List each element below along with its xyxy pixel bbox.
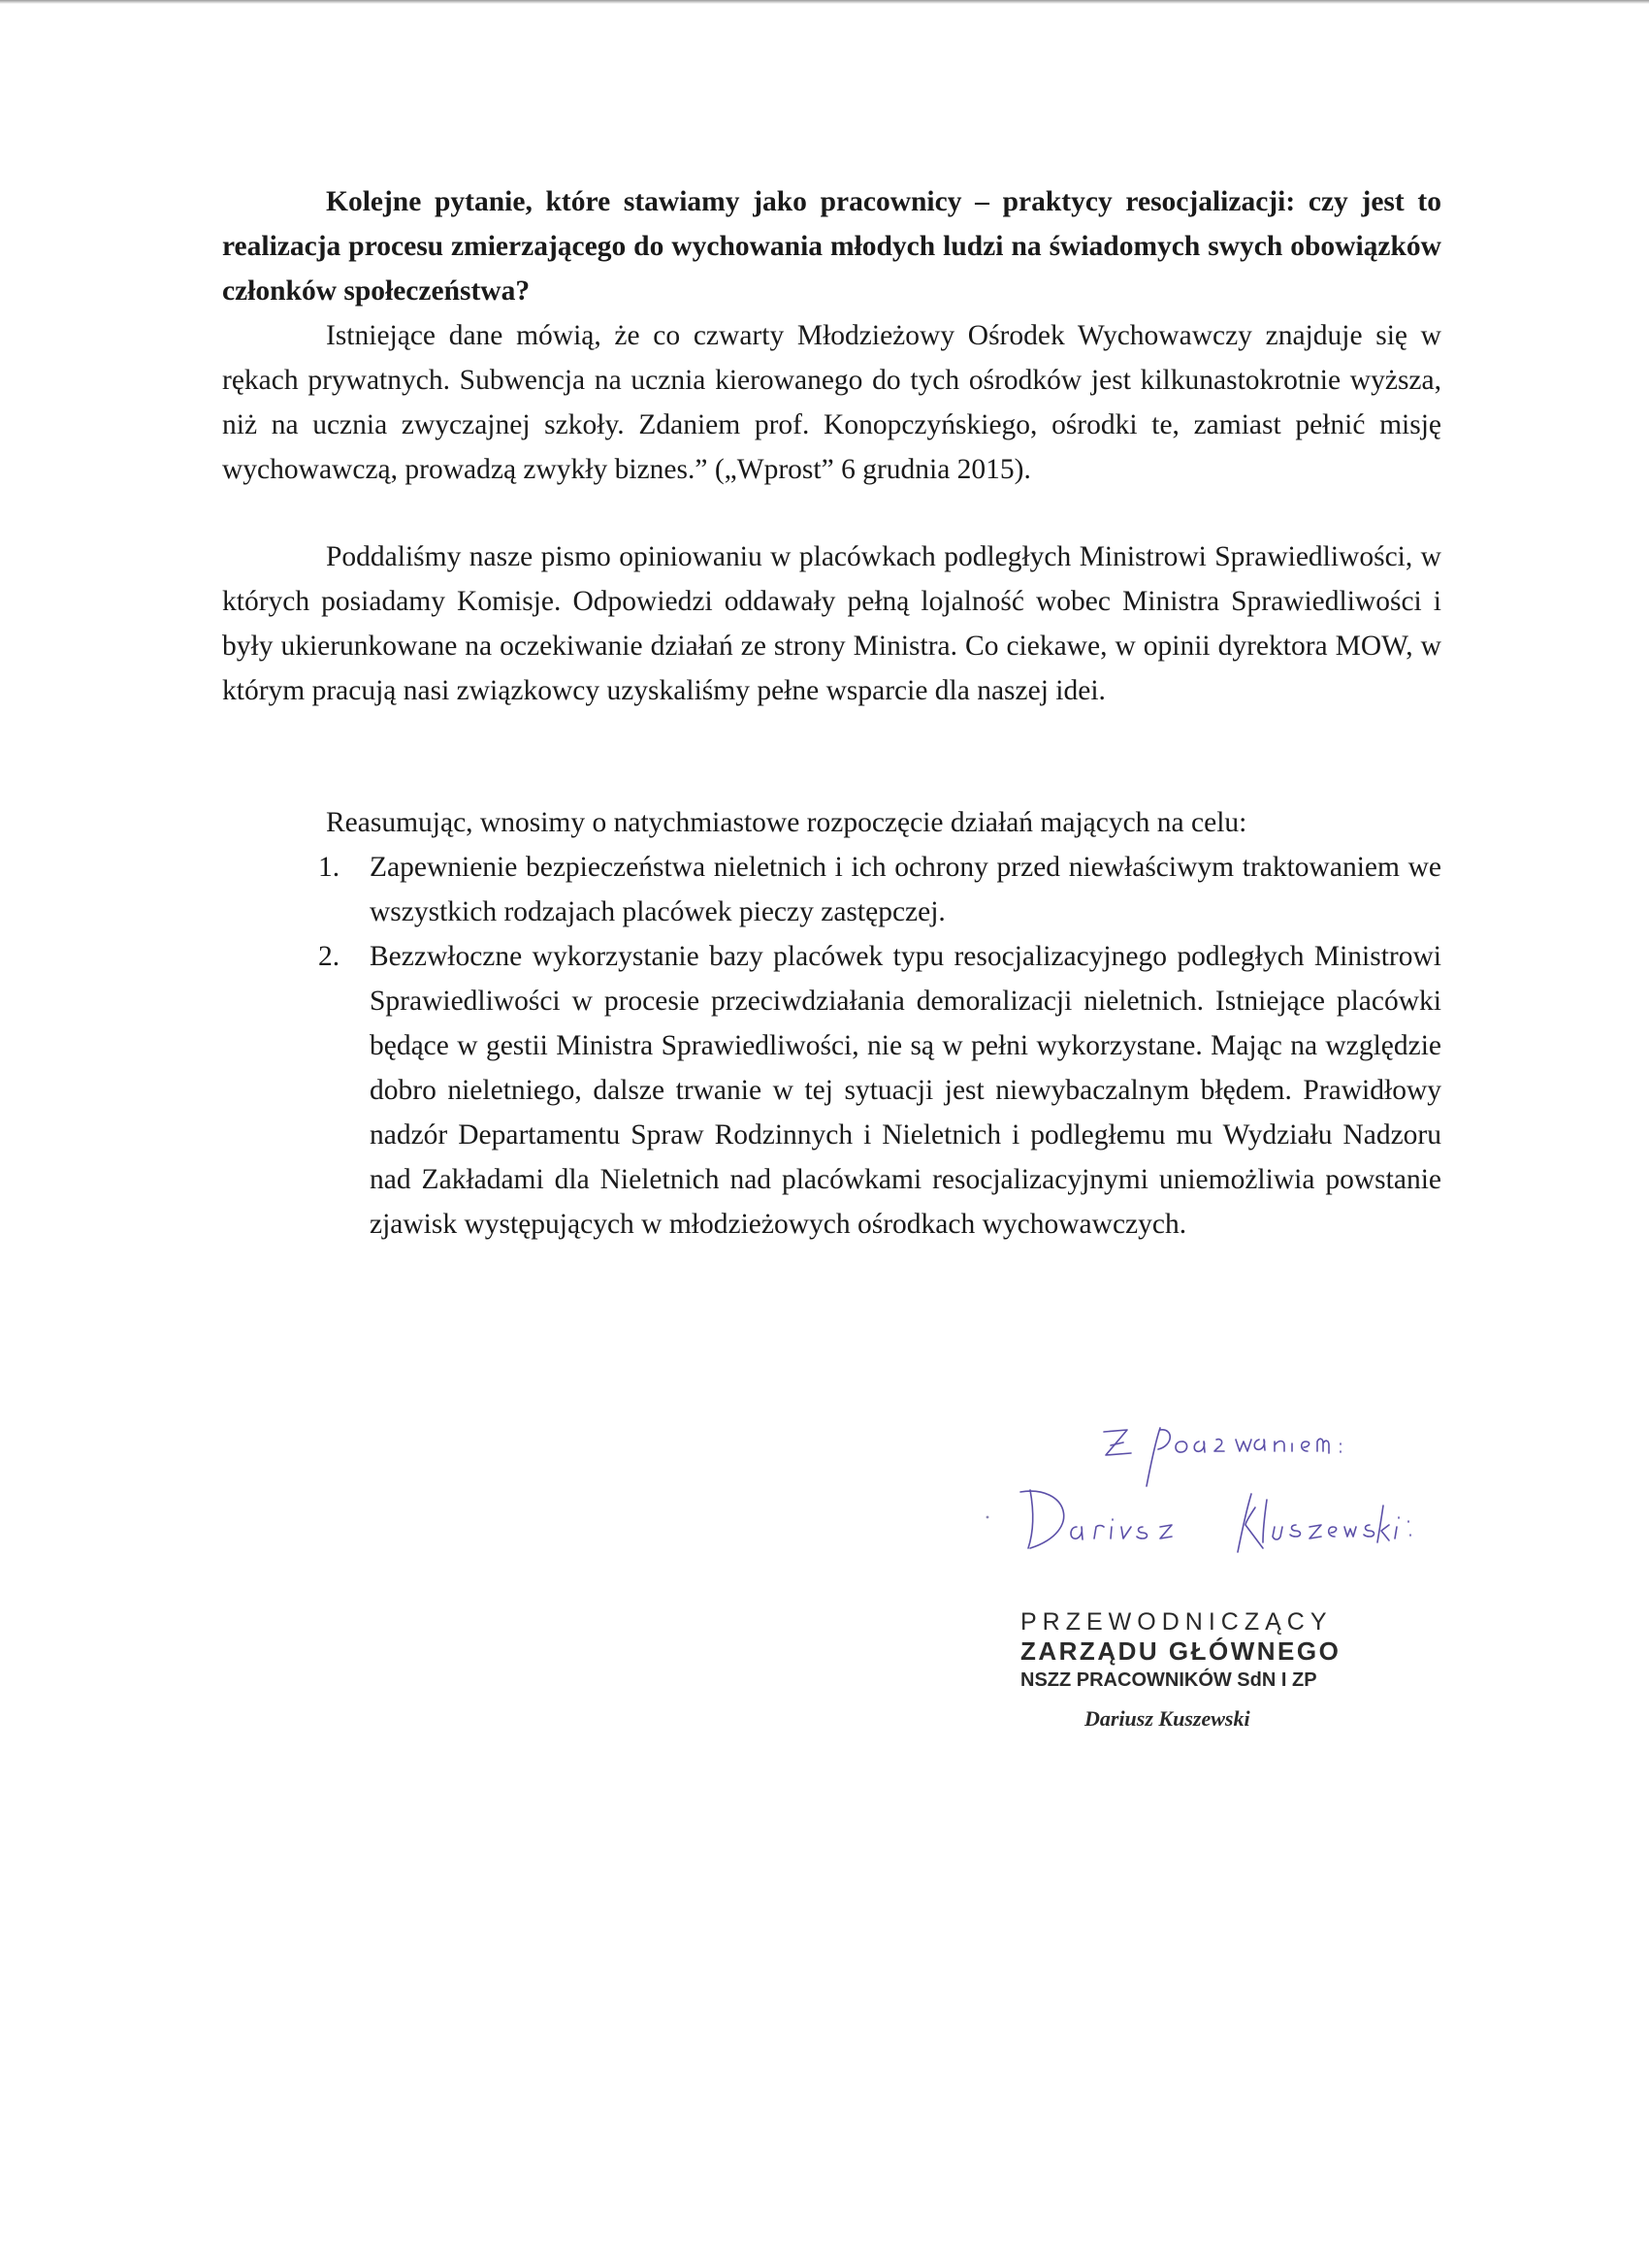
official-stamp bbox=[1020, 1607, 1428, 1732]
handwritten-signature bbox=[970, 1407, 1513, 1581]
question-paragraph: Kolejne pytanie, które stawiamy jako pracownicy – praktycy resocjalizacji: czy jest to realizacja procesu zmierzającego do wychowania młodych ludzi na świadomych swych obowiązków członków społeczeństwa? bbox=[222, 186, 1441, 307]
list-item bbox=[222, 934, 1441, 1247]
stamp-board: ZARZĄDU GŁÓWNEGO bbox=[1020, 1636, 1342, 1666]
stamp-name: Dariusz Kuszewski bbox=[1084, 1706, 1250, 1731]
scan-edge bbox=[0, 0, 1649, 4]
stamp-title: PRZEWODNICZĄCY bbox=[1020, 1608, 1333, 1636]
facts-paragraph: Istniejące dane mówią, że co czwarty Młodzieżowy Ośrodek Wychowawczy znajduje się w rękach prywatnych. Subwencja na ucznia kierowanego do tych ośrodków jest kilkunastokrotnie wyższa, niż na ucznia zwyczajnej szkoły. Zdaniem prof. Konopczyńskiego, ośrodki te, zamiast pełnić misję wychowawczą, prowadzą zwykły biznes.” („Wprost” 6 grudnia 2015). bbox=[222, 320, 1441, 485]
letter-body bbox=[222, 179, 1441, 1247]
demands-list bbox=[222, 845, 1441, 1247]
summary-intro: Reasumując, wnosimy o natychmiastowe rozpoczęcie działań mających na celu: bbox=[326, 807, 1247, 838]
paragraph-spacer bbox=[222, 713, 1441, 800]
stamp-union: NSZZ PRACOWNIKÓW SdN I ZP bbox=[1020, 1669, 1317, 1691]
list-item bbox=[222, 845, 1441, 934]
list-item-number: 1. bbox=[318, 852, 340, 883]
paragraph-spacer bbox=[222, 492, 1441, 535]
list-item-text: Bezzwłoczne wykorzystanie bazy placówek typu resocjalizacyjnego podległych Ministrowi Sprawiedliwości w procesie przeciwdziałania demoralizacji nieletnich. Istniejące placówki będące w gestii Ministra Sprawiedliwości, nie są w pełni wykorzystane. Mając na względzie dobro nieletniego, dalsze trwanie w tej sytuacji jest niewybaczalnym błędem. Prawidłowy nadzór Departamentu Spraw Rodzinnych i Nieletnich i podległemu mu Wydziału Nadzoru nad Zakładami dla Nieletnich nad placówkami resocjalizacyjnymi uniemożliwia powstanie zjawisk występujących w młodzieżowych ośrodkach wychowawczych. bbox=[370, 941, 1441, 1240]
opinion-paragraph: Poddaliśmy nasze pismo opiniowaniu w placówkach podległych Ministrowi Sprawiedliwości, w których posiadamy Komisje. Odpowiedzi oddawały pełną lojalność wobec Ministra Sprawiedliwości i były ukierunkowane na oczekiwanie działań ze strony Ministra. Co ciekawe, w opinii dyrektora MOW, w którym pracują nasi związkowcy uzyskaliśmy pełne wsparcie dla naszej idei. bbox=[222, 541, 1441, 706]
list-item-number: 2. bbox=[318, 941, 340, 972]
list-item-text: Zapewnienie bezpieczeństwa nieletnich i ich ochrony przed niewłaściwym traktowaniem we wszystkich rodzajach placówek pieczy zastępczej. bbox=[370, 852, 1441, 927]
